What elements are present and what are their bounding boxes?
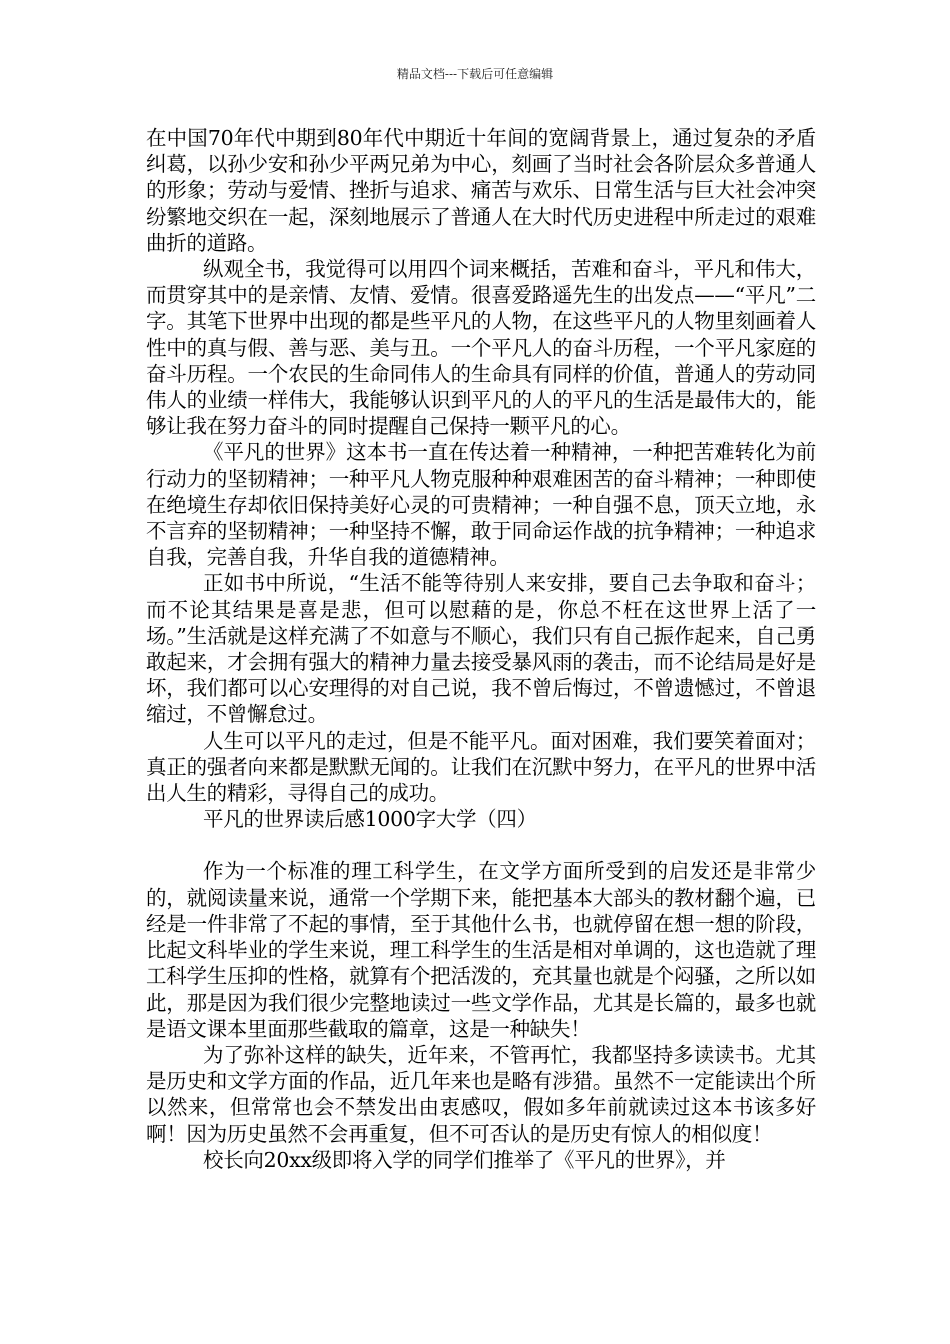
paragraph-3: 《平凡的世界》这本书一直在传达着一种精神，一种把苦难转化为前行动力的坚韧精神；一种平凡人物克服种种艰难困苦的奋斗精神；一种即使在绝境生存却依旧保持美好心灵的可贵精神；一种自强不息，顶天立地，永不言弃的坚韧精神；一种坚持不懈，敢于同命运作战的抗争精神；一种追求自我，完善自我，升华自我的道德精神。 [146, 440, 816, 570]
paragraph-4: 正如书中所说，“生活不能等待别人来安排，要自己去争取和奋斗；而不论其结果是喜是悲，但可以慰藉的是，你总不枉在这世界上活了一场。”生活就是这样充满了不如意与不顺心，我们只有自己振作起来，自己勇敢起来，才会拥有强大的精神力量去接受暴风雨的袭击，而不论结局是好是坏，我们都可以心安理得的对自己说，我不曾后悔过，不曾遗憾过，不曾退缩过，不曾懈怠过。 [146, 571, 816, 727]
paragraph-5: 人生可以平凡的走过，但是不能平凡。面对困难，我们要笑着面对；真正的强者向来都是默默无闻的。让我们在沉默中努力，在平凡的世界中活出人生的精彩，寻得自己的成功。 [146, 728, 816, 806]
paragraph-2: 纵观全书，我觉得可以用四个词来概括，苦难和奋斗，平凡和伟大，而贯穿其中的是亲情、友情、爱情。很喜爱路遥先生的出发点——“平凡”二字。其笔下世界中出现的都是些平凡的人物，在这些平凡的人物里刻画着人性中的真与假、善与恶、美与丑。一个平凡人的奋斗历程，一个平凡家庭的奋斗历程。一个农民的生命同伟人的生命具有同样的价值，普通人的劳动同伟人的业绩一样伟大，我能够认识到平凡的人的平凡的生活是最伟大的，能够让我在努力奋斗的同时提醒自己保持一颗平凡的心。 [146, 257, 816, 439]
page-header: 精品文档---下载后可任意编辑 [396, 67, 554, 81]
paragraph-1: 在中国70年代中期到80年代中期近十年间的宽阔背景上，通过复杂的矛盾纠葛，以孙少安和孙少平两兄弟为中心，刻画了当时社会各阶层众多普通人的形象；劳动与爱情、挫折与追求、痛苦与欢乐、日常生活与巨大社会冲突纷繁地交织在一起，深刻地展示了普通人在大时代历史进程中所走过的艰难曲折的道路。 [146, 126, 816, 255]
paragraph-8: 校长向20xx级即将入学的同学们推举了《平凡的世界》，并 [203, 1147, 726, 1172]
document-body [146, 125, 816, 1173]
blank-line [146, 832, 816, 858]
section-heading: 平凡的世界读后感1000字大学（四） [203, 807, 537, 832]
paragraph-6: 作为一个标准的理工科学生，在文学方面所受到的启发还是非常少的，就阅读量来说，通常一个学期下来，能把基本大部头的教材翻个遍，已经是一件非常了不起的事情，至于其他什么书，也就停留在想一想的阶段，比起文科毕业的学生来说，理工科学生的生活是相对单调的，这也造就了理工科学生压抑的性格，就算有个把活泼的，充其量也就是个闷骚，之所以如此，那是因为我们很少完整地读过一些文学作品，尤其是长篇的，最多也就是语文课本里面那些截取的篇章，这是一种缺失！ [146, 859, 816, 1041]
paragraph-7: 为了弥补这样的缺失，近年来，不管再忙，我都坚持多读读书。尤其是历史和文学方面的作品，近几年来也是略有涉猎。虽然不一定能读出个所以然来，但常常也会不禁发出由衷感叹，假如多年前就读过这本书该多好啊！因为历史虽然不会再重复，但不可否认的是历史有惊人的相似度！ [146, 1042, 816, 1146]
